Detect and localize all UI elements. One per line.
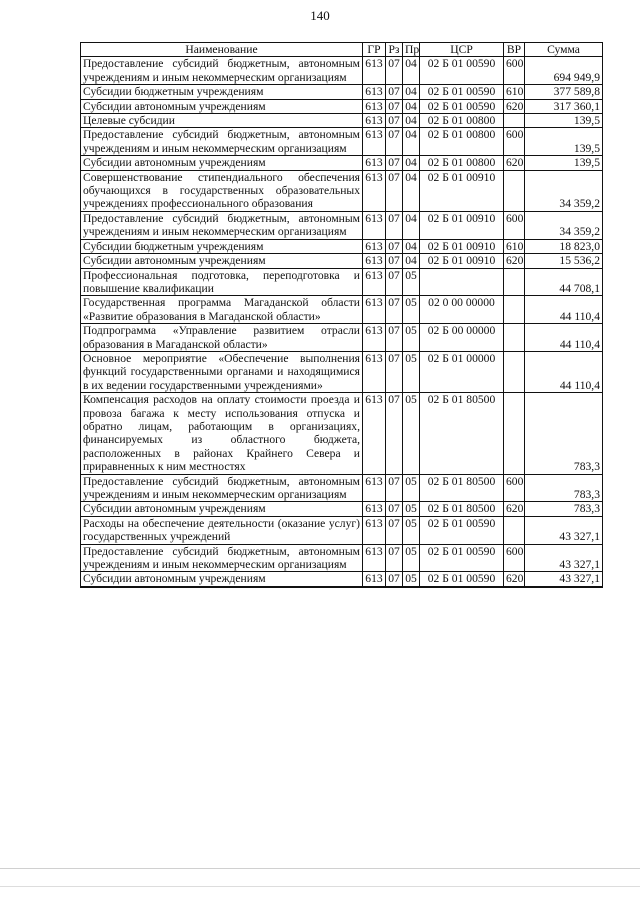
row-name-cell: Предоставление субсидий бюджетным, автономным учреждениям и иным некоммерческим организациям [81, 128, 363, 156]
row-pr-cell: 04 [403, 254, 420, 268]
row-csr-cell: 02 Б 01 00590 [420, 99, 504, 113]
budget-table [80, 42, 603, 588]
row-gr-cell: 613 [363, 85, 386, 99]
row-name-cell: Субсидии автономным учреждениям [81, 156, 363, 170]
row-name-cell: Совершенствование стипендиального обеспечения обучающихся в государственных образовательных учреждениях профессионального образования [81, 170, 363, 211]
row-csr-cell: 02 Б 01 80500 [420, 393, 504, 474]
row-pr-cell: 04 [403, 211, 420, 239]
row-rz-cell: 07 [386, 99, 403, 113]
row-sum-cell: 34 359,2 [525, 211, 603, 239]
row-sum-cell: 783,3 [525, 474, 603, 502]
row-csr-cell: 02 Б 01 80500 [420, 474, 504, 502]
table-row [81, 85, 603, 99]
table-row [81, 351, 603, 392]
row-pr-cell: 05 [403, 516, 420, 544]
row-gr-cell: 613 [363, 114, 386, 128]
row-vr-cell: 620 [504, 156, 525, 170]
row-name-cell: Целевые субсидии [81, 114, 363, 128]
row-gr-cell: 613 [363, 156, 386, 170]
row-vr-cell: 600 [504, 211, 525, 239]
row-pr-cell: 04 [403, 114, 420, 128]
table-row [81, 296, 603, 324]
table-row [81, 57, 603, 85]
row-vr-cell: 600 [504, 57, 525, 85]
row-vr-cell: 620 [504, 99, 525, 113]
row-gr-cell: 613 [363, 239, 386, 253]
row-name-cell: Подпрограмма «Управление развитием отрасли образования в Магаданской области» [81, 324, 363, 352]
row-gr-cell: 613 [363, 572, 386, 587]
row-rz-cell: 07 [386, 502, 403, 516]
row-csr-cell: 02 Б 01 00590 [420, 544, 504, 572]
row-gr-cell: 613 [363, 57, 386, 85]
row-rz-cell: 07 [386, 268, 403, 296]
row-rz-cell: 07 [386, 211, 403, 239]
table-row [81, 393, 603, 474]
row-sum-cell: 44 708,1 [525, 268, 603, 296]
row-rz-cell: 07 [386, 85, 403, 99]
row-sum-cell: 15 536,2 [525, 254, 603, 268]
row-rz-cell: 07 [386, 57, 403, 85]
scan-artifact-line [0, 868, 640, 869]
row-gr-cell: 613 [363, 502, 386, 516]
header-rz: Рз [386, 43, 403, 57]
row-pr-cell: 05 [403, 393, 420, 474]
row-pr-cell: 05 [403, 296, 420, 324]
page-number: 140 [310, 8, 330, 23]
header-pr: Пр [403, 43, 420, 57]
row-name-cell: Предоставление субсидий бюджетным, автономным учреждениям и иным некоммерческим организациям [81, 544, 363, 572]
table-row [81, 128, 603, 156]
row-sum-cell: 139,5 [525, 114, 603, 128]
row-gr-cell: 613 [363, 254, 386, 268]
table-body [81, 57, 603, 587]
row-pr-cell: 05 [403, 544, 420, 572]
row-csr-cell: 02 0 00 00000 [420, 296, 504, 324]
table-row [81, 268, 603, 296]
row-rz-cell: 07 [386, 239, 403, 253]
row-rz-cell: 07 [386, 351, 403, 392]
row-vr-cell: 600 [504, 474, 525, 502]
header-name: Наименование [81, 43, 363, 57]
row-csr-cell: 02 Б 01 00590 [420, 57, 504, 85]
row-csr-cell: 02 Б 01 00800 [420, 114, 504, 128]
row-name-cell: Государственная программа Магаданской области «Развитие образования в Магаданской области» [81, 296, 363, 324]
header-csr: ЦСР [420, 43, 504, 57]
row-rz-cell: 07 [386, 128, 403, 156]
row-sum-cell: 44 110,4 [525, 296, 603, 324]
row-name-cell: Субсидии бюджетным учреждениям [81, 85, 363, 99]
row-name-cell: Субсидии автономным учреждениям [81, 254, 363, 268]
row-gr-cell: 613 [363, 268, 386, 296]
table-row [81, 156, 603, 170]
row-rz-cell: 07 [386, 156, 403, 170]
row-pr-cell: 05 [403, 324, 420, 352]
row-sum-cell: 18 823,0 [525, 239, 603, 253]
row-vr-cell [504, 351, 525, 392]
header-gr: ГР [363, 43, 386, 57]
row-gr-cell: 613 [363, 324, 386, 352]
table-row [81, 254, 603, 268]
row-vr-cell: 620 [504, 502, 525, 516]
row-sum-cell: 34 359,2 [525, 170, 603, 211]
row-vr-cell: 610 [504, 85, 525, 99]
row-name-cell: Предоставление субсидий бюджетным, автономным учреждениям и иным некоммерческим организациям [81, 57, 363, 85]
row-csr-cell: 02 Б 01 00910 [420, 170, 504, 211]
row-name-cell: Предоставление субсидий бюджетным, автономным учреждениям и иным некоммерческим организациям [81, 211, 363, 239]
table-row [81, 99, 603, 113]
row-gr-cell: 613 [363, 544, 386, 572]
table-row [81, 211, 603, 239]
row-rz-cell: 07 [386, 393, 403, 474]
row-pr-cell: 04 [403, 156, 420, 170]
row-pr-cell: 04 [403, 99, 420, 113]
row-name-cell: Субсидии автономным учреждениям [81, 502, 363, 516]
row-name-cell: Предоставление субсидий бюджетным, автономным учреждениям и иным некоммерческим организациям [81, 474, 363, 502]
row-gr-cell: 613 [363, 474, 386, 502]
row-csr-cell: 02 Б 01 00800 [420, 156, 504, 170]
row-gr-cell: 613 [363, 351, 386, 392]
row-csr-cell: 02 Б 01 00590 [420, 85, 504, 99]
row-vr-cell: 620 [504, 254, 525, 268]
row-pr-cell: 04 [403, 128, 420, 156]
table-row [81, 502, 603, 516]
row-vr-cell [504, 114, 525, 128]
row-csr-cell: 02 Б 01 00910 [420, 211, 504, 239]
row-sum-cell: 44 110,4 [525, 324, 603, 352]
row-gr-cell: 613 [363, 516, 386, 544]
row-rz-cell: 07 [386, 170, 403, 211]
row-vr-cell [504, 516, 525, 544]
row-rz-cell: 07 [386, 114, 403, 128]
table-row [81, 239, 603, 253]
row-vr-cell [504, 170, 525, 211]
row-pr-cell: 05 [403, 572, 420, 587]
row-gr-cell: 613 [363, 128, 386, 156]
row-rz-cell: 07 [386, 516, 403, 544]
row-vr-cell: 600 [504, 128, 525, 156]
row-sum-cell: 317 360,1 [525, 99, 603, 113]
row-name-cell: Субсидии бюджетным учреждениям [81, 239, 363, 253]
row-gr-cell: 613 [363, 99, 386, 113]
row-gr-cell: 613 [363, 393, 386, 474]
row-csr-cell: 02 Б 01 00910 [420, 254, 504, 268]
row-rz-cell: 07 [386, 296, 403, 324]
row-csr-cell: 02 Б 01 00800 [420, 128, 504, 156]
table-row [81, 572, 603, 587]
header-vr: ВР [504, 43, 525, 57]
row-name-cell: Основное мероприятие «Обеспечение выполнения функций государственными органами и находящимися в их ведении государственными учреждениями» [81, 351, 363, 392]
row-csr-cell: 02 Б 01 80500 [420, 502, 504, 516]
row-sum-cell: 44 110,4 [525, 351, 603, 392]
table-row [81, 324, 603, 352]
row-pr-cell: 05 [403, 268, 420, 296]
row-gr-cell: 613 [363, 211, 386, 239]
row-sum-cell: 377 589,8 [525, 85, 603, 99]
table-header-row [81, 43, 603, 57]
row-pr-cell: 04 [403, 57, 420, 85]
row-name-cell: Расходы на обеспечение деятельности (оказание услуг) государственных учреждений [81, 516, 363, 544]
row-rz-cell: 07 [386, 474, 403, 502]
row-vr-cell [504, 324, 525, 352]
row-vr-cell [504, 296, 525, 324]
row-csr-cell: 02 Б 01 00590 [420, 572, 504, 587]
row-name-cell: Компенсация расходов на оплату стоимости проезда и провоза багажа к месту использования отпуска и обратно лицам, работающим в организациях, финансируемых из областного бюджета, расположенных в районах Крайнего Севера и приравненных к ним местностях [81, 393, 363, 474]
row-vr-cell: 600 [504, 544, 525, 572]
row-sum-cell: 43 327,1 [525, 572, 603, 587]
row-name-cell: Профессиональная подготовка, переподготовка и повышение квалификации [81, 268, 363, 296]
row-gr-cell: 613 [363, 170, 386, 211]
table-row [81, 544, 603, 572]
row-vr-cell [504, 268, 525, 296]
row-csr-cell: 02 Б 00 00000 [420, 324, 504, 352]
table-row [81, 516, 603, 544]
row-sum-cell: 139,5 [525, 128, 603, 156]
row-rz-cell: 07 [386, 544, 403, 572]
row-pr-cell: 04 [403, 170, 420, 211]
table-row [81, 114, 603, 128]
row-rz-cell: 07 [386, 324, 403, 352]
row-vr-cell [504, 393, 525, 474]
row-vr-cell: 610 [504, 239, 525, 253]
row-csr-cell: 02 Б 01 00910 [420, 239, 504, 253]
row-rz-cell: 07 [386, 254, 403, 268]
table-row [81, 170, 603, 211]
row-sum-cell: 43 327,1 [525, 516, 603, 544]
row-name-cell: Субсидии автономным учреждениям [81, 572, 363, 587]
row-csr-cell: 02 Б 01 00590 [420, 516, 504, 544]
row-csr-cell [420, 268, 504, 296]
row-csr-cell: 02 Б 01 00000 [420, 351, 504, 392]
header-sum: Сумма [525, 43, 603, 57]
row-pr-cell: 04 [403, 85, 420, 99]
row-pr-cell: 05 [403, 474, 420, 502]
table-row [81, 474, 603, 502]
row-name-cell: Субсидии автономным учреждениям [81, 99, 363, 113]
row-pr-cell: 05 [403, 351, 420, 392]
row-gr-cell: 613 [363, 296, 386, 324]
row-rz-cell: 07 [386, 572, 403, 587]
scan-artifact-line [0, 886, 640, 887]
row-sum-cell: 783,3 [525, 393, 603, 474]
row-sum-cell: 694 949,9 [525, 57, 603, 85]
row-vr-cell: 620 [504, 572, 525, 587]
row-sum-cell: 43 327,1 [525, 544, 603, 572]
row-sum-cell: 783,3 [525, 502, 603, 516]
row-pr-cell: 04 [403, 239, 420, 253]
row-sum-cell: 139,5 [525, 156, 603, 170]
row-pr-cell: 05 [403, 502, 420, 516]
